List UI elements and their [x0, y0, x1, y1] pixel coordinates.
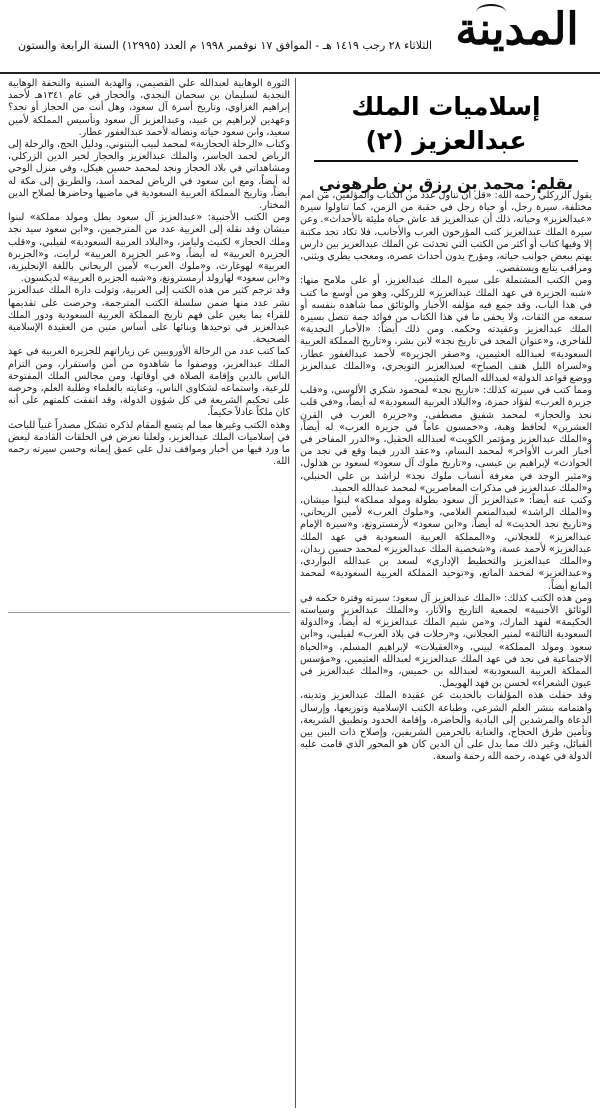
right-column-text — [300, 190, 592, 764]
paragraph: ومن الكتب المشتملة على سيرة الملك عبدالعزيز، أو على ملامح منها: «شبه الجزيرة في عهد الملك عبدالعزيز» للزركلي، وهو من أوسع ما كتب في هذا الباب، وقد جمع فيه مؤلفه الأخبار والوثائق مما شاهده بنفسه أو سمعه من الثقات، ولا يخفى ما في هذا الكتاب من فوائد جمة تتصل بسيرة الملك عبدالعزيز وعقيدته وحكمه. ومن ذلك أيضاً: «الأخبار النجدية» للفاخري، و«عنوان المجد في تاريخ نجد» لابن بشر، و«تاريخ المملكة العربية السعودية» لعبدالله العثيمين، و«صقر الجزيرة» لأحمد عبدالغفور عطار، و«لسراة الليل هتف الصباح» لعبدالعزيز التويجري، و«الملك عبدالعزيز ووضع قواعد الدولة» لعبدالله الصالح العثيمين. — [300, 275, 592, 385]
paragraph: وكتاب «الرحلة الحجازية» لمحمد لبيب البتنوني، ودليل الحج، والرحلة إلى الرياض لحمد الجاسر، والملك عبدالعزيز والحجاز لخير الدين الزركلي، ومشاهداتي في بلاد الحجاز ونجد لمحمد حسين هيكل، وفي منزل الوحي له أيضاً، ومع ابن سعود في الرياض لمحمد أسد، والطريق إلى مكة له أيضاً، وتاريخ المملكة العربية السعودية في ماضيها وحاضرها لصلاح الدين المختار. — [8, 139, 290, 212]
right-column — [300, 190, 592, 1108]
paragraph: يقول الزركلي رحمه الله: «قل أن تناول عدد من الكتاب والمؤلفين، من أمم مختلفة، سيرة رجل، أو حياة رجل في حقبة من الزمن، كما تناولوا سيرة «عبدالعزيز» وحياته، ذلك أن عبدالعزيز قد عاش حياة مليئة بالأحداث». وعن سيرة الملك عبدالعزيز كتب المؤرخون العرب والأجانب، فلا تكاد تجد مكتبة إلا وفيها كتاب أو أكثر من الكتب التي تحدثت عن الملك عبدالعزيز بين دارس يهتم ببعض جوانب حياته، ومؤرخ يدون أحداث عصره، ومعجب يطري ويثني، ومراقب يتابع ويستقصي. — [300, 190, 592, 275]
paragraph: كما كتب عدد من الرحالة الأوروبيين عن زياراتهم للجزيرة العربية في عهد الملك عبدالعزيز، ووصفوا ما شاهدوه من أمن واستقرار، ومن التزام الناس بالدين وإقامة الصلاة في أوقاتها، ومن مجالس الملك المفتوحة للرعية، واستماعه لشكاوى الناس، وعنايته بالعلماء وطلبة العلم، وحرصه على تحكيم الشريعة في كل شؤون الدولة، وقد اتفقت كلمتهم على أنه كان ملكاً عادلاً حكيماً. — [8, 346, 290, 419]
column-end-rule — [8, 612, 290, 613]
paragraph: وكتب عنه أيضاً: «عبدالعزيز آل سعود بطولة ومولد مملكة» لبنوا ميشان، و«الملك الراشد» لعبدالمنعم الغلامي، و«ملوك العرب» لأمين الريحاني، و«تاريخ نجد الحديث» له أيضاً، و«ابن سعود» لأرمسترونغ، و«سيرة الإمام عبدالعزيز» للعجلاني، و«المملكة العربية السعودية في عهد الملك عبدالعزيز» لأحمد عسة، و«شخصية الملك عبدالعزيز» لمحمد حسين زيدان، و«الملك عبدالعزيز والتخطيط الإداري» لسعد بن عبدالله البواردي، و«عبدالعزيز» لمحمد المانع، و«توحيد المملكة العربية السعودية» لمحمد المانع أيضاً. — [300, 495, 592, 592]
headline-underline — [314, 160, 578, 162]
paragraph: ومن هذه الكتب كذلك: «الملك عبدالعزيز آل سعود: سيرته وفترة حكمه في الوثائق الأجنبية» لجمعية التاريخ والآثار، و«الملك عبدالعزيز وسياسته الحكيمة» لفهد المارك، و«من شيم الملك عبدالعزيز» له أيضاً، و«الدولة السعودية الثالثة» لمنير العجلاني، و«رحلات في بلاد العرب» لفيلبي، و«ابن سعود ومولد المملكة» لبيني، و«العقيلات» لإبراهيم المسلم، و«الحياة الاجتماعية في نجد في عهد الملك عبدالعزيز» لعبدالله العثيمين، و«مؤسس المملكة العربية السعودية» لعبدالله بن خميس، و«الملك عبدالعزيز في عيون الشعراء» لحسن بن فهد الهويمل. — [300, 592, 592, 690]
paragraph: ومن الكتب الأجنبية: «عبدالعزيز آل سعود بطل ومولد مملكة» لبنوا ميشان وقد نقله إلى العربية عدد من المترجمين، و«ابن سعود سيد نجد وملك الحجاز» لكنيث وليامز، و«البلاد العربية السعودية» لفيلبي، و«قلب الجزيرة العربية» له أيضاً، و«عبر الجزيرة العربية» لرايت، و«الجزيرة العربية» لهوغارث، و«ملوك العرب» لأمين الريحاني باللغة الإنجليزية، و«ابن سعود» لهارولد أرمسترونغ، و«شبه الجزيرة العربية» لديكسون. — [8, 212, 290, 285]
paragraph: وهذه الكتب وغيرها مما لم يتسع المقام لذكره تشكل مصدراً غنياً للباحث في إسلاميات الملك عبدالعزيز، ولعلنا نعرض في الحلقات القادمة لبعض ما ورد فيها من أخبار ومواقف تدل على عمق إيمانه وحسن سيرته رحمه الله. — [8, 419, 290, 468]
logo-text: المدينة — [455, 4, 579, 55]
column-divider — [295, 78, 296, 1108]
paragraph: وقد حفلت هذه المؤلفات بالحديث عن عقيدة الملك عبدالعزيز وتدينه، واهتمامه بنشر العلم الشرعي، وطباعة الكتب الإسلامية وتوزيعها، وإرسال الدعاة والمرشدين إلى البادية والحاضرة، وإقامة الحدود وتطبيق الشريعة، وتأمين طرق الحجاج، والعناية بالحرمين الشريفين، وإصلاح ذات البين بين القبائل، وغير ذلك مما يدل على أن الدين كان هو المحور الذي قامت عليه الدولة في عهده، رحمه الله رحمة واسعة. — [300, 690, 592, 763]
left-column-text — [8, 78, 290, 469]
paragraph: ومما كتب في سيرته كذلك: «تاريخ نجد» لمحمود شكري الألوسي، و«قلب جزيرة العرب» لفؤاد حمزة، و«البلاد العربية السعودية» له أيضاً، و«في قلب نجد والحجاز» لمحمد شفيق مصطفى، و«جزيرة العرب في القرن العشرين» لحافظ وهبة، و«خمسون عاماً في جزيرة العرب» له أيضاً، و«الملك عبدالعزيز ومؤتمر الكويت» لعبدالله الحقيل، و«الدرر المفاخر في أخبار العرب الأواخر» لمحمد البسام، و«عقد الدرر فيما وقع في نجد من الحوادث» لإبراهيم بن عيسى، و«تاريخ ملوك آل سعود» لسعود بن هذلول، و«مثير الوجد في معرفة أنساب ملوك نجد» لراشد بن علي الحنبلي، و«الملك عبدالعزيز في مذكرات المعاصرين» لمحمد عبدالله الحميد. — [300, 385, 592, 494]
issue-date-line: الثلاثاء ٢٨ رجب ١٤١٩ هـ - الموافق ١٧ نوفمبر ١٩٩٨ م العدد (١٢٩٩٥) السنة الرابعة والستون — [17, 39, 432, 52]
paragraph: الثورة الوهابية لعبدالله علي القصيمي، والهدية السنية والتحفة الوهابية النجدية لسليمان بن سحمان النجدي، والحجاز في عام ١٣٤١هـ لأحمد إبراهيم الغزاوي، وتاريخ أسرة آل سعود، وهل أنت من الحجاز أو نجد؟ وعهدين لإبراهيم بن عبيد، وعبدالعزيز آل سعود وتأسيس المملكة لأمين سعيد، وابن سعود حياته ونضاله لأحمد عبدالغفور عطار. — [8, 78, 290, 138]
masthead — [0, 0, 600, 74]
article-headline: إسلاميات الملك عبدالعزيز (٢) — [351, 92, 541, 155]
article-byline: بقلم: محمد بن رزق بن طرهوني — [318, 174, 574, 193]
left-column — [8, 78, 290, 608]
article-header — [300, 84, 592, 193]
newspaper-logo — [442, 2, 592, 64]
paragraph: وقد ترجم كثير من هذه الكتب إلى العربية، وتولت دارة الملك عبدالعزيز نشر عدد منها ضمن سلسلة الكتب المترجمة، وحرصت على تقديمها للقراء بما يعين على فهم تاريخ المملكة العربية السعودية ودور الملك عبدالعزيز في توحيدها وبنائها على أساس متين من العقيدة الإسلامية الصحيحة. — [8, 285, 290, 346]
